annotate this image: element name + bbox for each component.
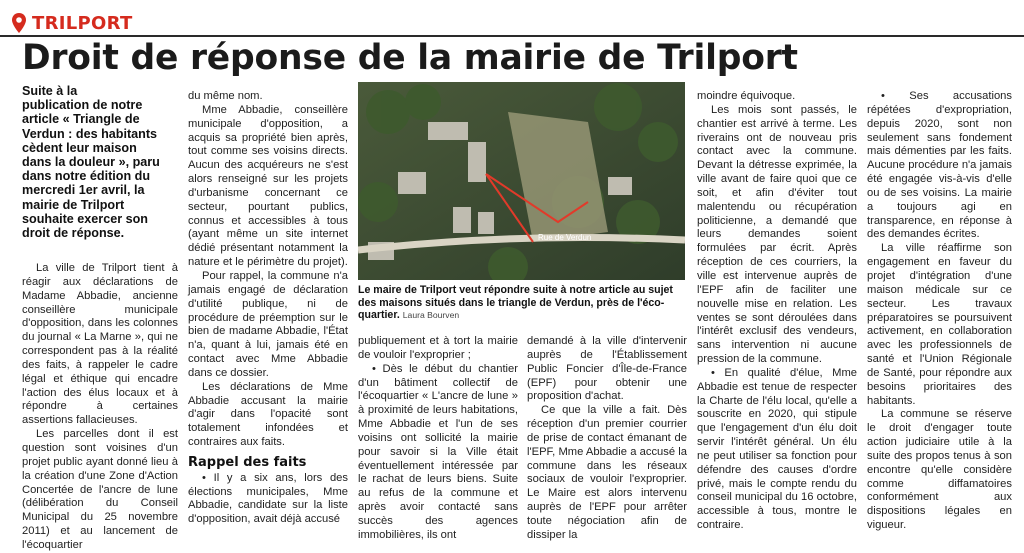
paragraph: • Ses accusations répétées d'expropriation, depuis 2020, sont non seulement sans fondement mais démenties par les faits. Aucune procédure n'a jamais été engagée vis-à-vis d'elle ou de ses voisins. La mairie a toujours agi en transparence, en réponse à des demandes écrites. — [867, 90, 1012, 241]
aerial-map-image — [358, 82, 685, 280]
lead-line: dans notre édition du — [22, 169, 151, 184]
photo-caption — [358, 284, 686, 322]
lead-line: mercredi 1er avril, la — [22, 183, 145, 198]
paragraph: Les parcelles dont il est question sont voisines d'un projet public ayant donné lieu à la création d'une Zone d'Action Concertée de l'ancre de lune (délibération du Conseil Municipal du 25 novembre 2011) et au lancement de l'écoquartier — [22, 428, 178, 551]
street-label: Rue de Verdun — [538, 233, 592, 242]
paragraph: La commune se réserve le droit d'engager toute action judiciaire utile à la suite des propos tenus à son encontre qu'elle considère comme diffamatoires conformément aux dispositions légales en vigueur. — [867, 408, 1012, 532]
caption-text: Le maire de Trilport veut répondre suite à notre article au sujet des maisons situés dans le triangle de Verdun, près de l'éco-quartier. — [358, 284, 673, 322]
paragraph: publiquement et à tort la mairie de vouloir l'exproprier ; — [358, 335, 518, 361]
lead-paragraph — [22, 84, 178, 240]
lead-line: Verdun : des habitants — [22, 126, 158, 141]
lead-line: souhaite exercer son — [22, 211, 148, 226]
location-pin-icon — [12, 13, 26, 33]
article-column-5 — [697, 90, 857, 533]
subheading: Rappel des faits — [188, 454, 307, 470]
paragraph: • En qualité d'élue, Mme Abbadie est tenue de respecter la Charte de l'élu local, qu'elle a souscrite en 2020, qui stipule que l'engagement d'un élu doit servir l'intérêt général. Un élu ne peut utiliser sa fonction pour défendre des causes d'ordre privé, mais le compte rendu du conseil municipal du 16 octobre, accessible à tous, montre le contraire. — [697, 366, 857, 532]
paragraph: du même nom. — [188, 90, 263, 102]
paragraph: • Il y a six ans, lors des élections municipales, Mme Abbadie, candidate sur la liste d'opposition, avait déjà accusé — [188, 471, 348, 526]
header-rule — [0, 35, 1024, 37]
paragraph: Les mois sont passés, le chantier est arrivé à terme. Les riverains ont de nouveau pris contact avec la commune. Devant la détresse exprimée, la ville avant de faire quoi que ce soit, et afin d'éviter tout malentendu ou récupération politicienne, a demandé que leurs demandes soient formulées par écrit. Après réception de ces courriers, la ville est intervenue auprès de l'EPF afin de faciliter une nouvelle mise en relation. Les ventes se sont déroulées dans l'intérêt exclusif des vendeurs, sans intervention ni aucune pression de la commune. — [697, 103, 857, 366]
article-column-3 — [358, 335, 518, 543]
paragraph: Les déclarations de Mme Abbadie accusant la mairie d'agir dans l'opacité sont totalement infondées et contraires aux faits. — [188, 380, 348, 449]
article-column-1 — [22, 262, 178, 553]
paragraph: Mme Abbadie, conseillère municipale d'opposition, a acquis sa propriété bien après, tout comme ses voisins directs. Aucun des acquéreurs ne s'est alors renseigné sur les projets d'urbanisme concernant ce secteur, pourtant publics, connus et accessibles à tous (ayant même un site internet dédié présentant notamment la nature et le périmètre du projet). — [188, 103, 348, 269]
aerial-photo — [358, 82, 685, 280]
paragraph: La ville de Trilport tient à réagir aux déclarations de Madame Abbadie, ancienne conseillère municipale d'opposition, dans les colonnes du journal « La Marne », qui ne correspondent pas à la réalité des faits, à rappeler le cadre légal et éthique qui encadre l'action des élus locaux et à répondre à certaines assertions fallacieuses. — [22, 262, 178, 427]
page-title: Droit de réponse de la mairie de Trilport — [22, 38, 798, 78]
lead-line: Suite à la — [22, 84, 78, 98]
lead-line: droit de réponse. — [22, 226, 125, 241]
lead-line: mairie de Trilport — [22, 197, 125, 212]
article-column-4 — [527, 335, 687, 543]
section-kicker — [12, 10, 133, 36]
kicker-label: TRILPORT — [32, 12, 133, 34]
paragraph: demandé à la ville d'intervenir auprès de l'Établissement Public Foncier d'Île-de-France (EPF) pour obtenir une proposition d'achat. — [527, 335, 687, 403]
lead-line: cèdent leur maison — [22, 140, 137, 155]
paragraph: Pour rappel, la commune n'a jamais engagé de déclaration d'utilité publique, ni de procédure de préemption sur le bien de madame Abbadie, l'État n'a, quant à lui, jamais été en contact avec Mme Abbadie dans ce dossier. — [188, 269, 348, 379]
lead-line: article « Triangle de — [22, 112, 140, 127]
paragraph: moindre équivoque. — [697, 90, 796, 102]
paragraph: La ville réaffirme son engagement en faveur du projet d'intégration d'une maison médicale sur ce secteur. Les travaux préparatoires se poursuivent activement, en collaboration avec les professionnels de santé et l'Union Régionale de Santé, pour répondre aux besoins prioritaires des habitants. — [867, 242, 1012, 407]
photo-credit: Laura Bourven — [402, 310, 460, 321]
lead-line: dans la douleur », paru — [22, 155, 160, 170]
article-column-2 — [188, 90, 348, 527]
paragraph: • Dès le début du chantier d'un bâtiment collectif de l'écoquartier « L'ancre de lune » à proximité de leurs habitations, Mme Abbadie et l'un de ses voisins ont sollicité la mairie pour savoir si la Ville était éventuellement intéressée par le rachat de leurs biens. Suite au refus de la commune et après avoir contacté sans succès des agences immobilières, ils ont — [358, 362, 518, 541]
paragraph: Ce que la ville a fait. Dès réception d'un premier courrier de prise de contact émanant de l'EPF, Mme Abbadie a accusé la commune dans les réseaux sociaux de vouloir l'exproprier. Le Maire est alors intervenu auprès de l'EPF pour arrêter toute négociation afin de dissiper la — [527, 404, 687, 541]
lead-line: publication de notre — [22, 98, 143, 113]
article-column-6 — [867, 90, 1012, 533]
